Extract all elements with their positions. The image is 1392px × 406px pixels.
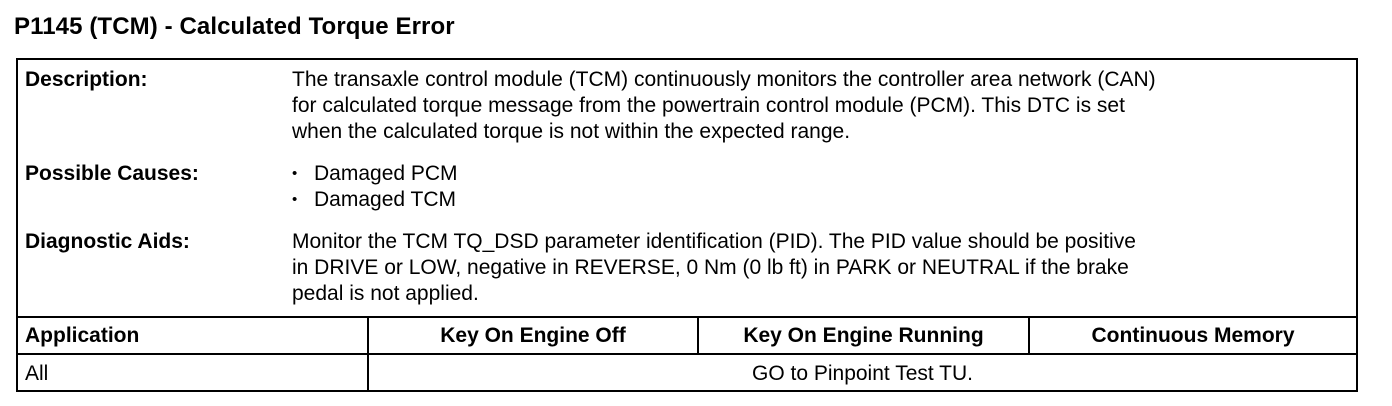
cause-list-item: • Damaged PCM xyxy=(292,161,1348,187)
description-label: Description: xyxy=(25,68,148,91)
table-header-application: Application xyxy=(25,324,140,347)
diagnostic-aids-label: Diagnostic Aids: xyxy=(25,230,190,253)
table-header-koeo: Key On Engine Off xyxy=(440,324,626,347)
diagnostic-aids-line: in DRIVE or LOW, negative in REVERSE, 0 Nm (0 lb ft) in PARK or NEUTRAL if the brake xyxy=(292,256,1129,279)
diagnostic-aids-line: pedal is not applied. xyxy=(292,282,479,305)
application-table xyxy=(18,316,1356,392)
dtc-info-frame xyxy=(16,58,1358,392)
diagnostic-aids-line: Monitor the TCM TQ_DSD parameter identification (PID). The PID value should be positive xyxy=(292,230,1136,253)
cause-list-item: • Damaged TCM xyxy=(292,187,1348,213)
table-header-continuous-memory: Continuous Memory xyxy=(1091,324,1295,347)
description-text xyxy=(292,67,1348,145)
description-line: The transaxle control module (TCM) continuously monitors the controller area network (CAN) xyxy=(292,68,1156,91)
diagnostic-aids-text xyxy=(292,229,1348,307)
table-cell-application: All xyxy=(25,362,49,385)
page-title: P1145 (TCM) - Calculated Torque Error xyxy=(14,13,455,40)
table-header-koer: Key On Engine Running xyxy=(743,324,984,347)
possible-causes-label: Possible Causes: xyxy=(25,162,199,185)
table-cell-action: GO to Pinpoint Test TU. xyxy=(752,362,973,385)
description-line: when the calculated torque is not within the expected range. xyxy=(292,120,851,143)
description-line: for calculated torque message from the powertrain control module (PCM). This DTC is set xyxy=(292,94,1125,117)
possible-causes-list xyxy=(292,161,1348,213)
